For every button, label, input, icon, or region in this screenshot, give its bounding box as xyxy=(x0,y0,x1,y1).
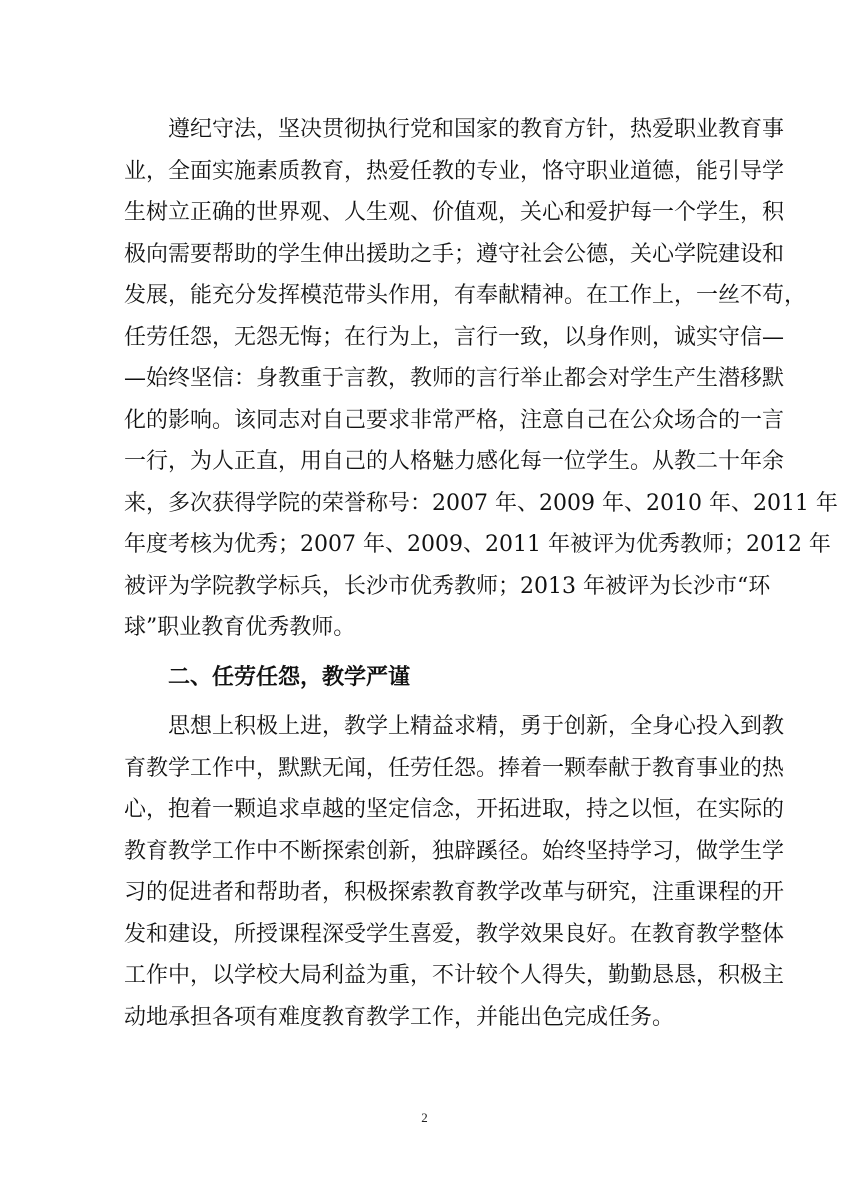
page-number: 2 xyxy=(421,1110,428,1125)
paragraph-1-line: 化的影响。该同志对自己要求非常严格，注意自己在公众场合的一言 xyxy=(124,408,785,433)
paragraph-2-line: 教育教学工作中不断探索创新，独辟蹊径。始终坚持学习，做学生学 xyxy=(124,839,785,864)
paragraph-2-line: 动地承担各项有难度教育教学工作，并能出色完成任务。 xyxy=(124,1005,675,1030)
paragraph-2-line: 发和建设，所授课程深受学生喜爱，教学效果良好。在教育教学整体 xyxy=(124,922,785,947)
paragraph-1-line: 遵纪守法，坚决贯彻执行党和国家的教育方针，热爱职业教育事 xyxy=(168,117,785,142)
paragraph-1-line: 一行，为人正直，用自己的人格魅力感化每一位学生。从教二十年余 xyxy=(124,449,785,474)
paragraph-2-line: 工作中，以学校大局利益为重，不计较个人得失，勤勤恳恳，积极主 xyxy=(124,963,785,988)
paragraph-1-line: 球”职业教育优秀教师。 xyxy=(124,615,356,640)
paragraph-1-line: 来，多次获得学院的荣誉称号：2007 年、2009 年、2010 年、2011 年 xyxy=(124,491,838,516)
paragraph-1-line: —始终坚信：身教重于言教，教师的言行举止都会对学生产生潜移默 xyxy=(124,366,785,391)
paragraph-1-line: 极向需要帮助的学生伸出援助之手；遵守社会公德，关心学院建设和 xyxy=(124,242,785,267)
paragraph-1-line: 业，全面实施素质教育，热爱任教的专业，恪守职业道德，能引导学 xyxy=(124,159,785,184)
paragraph-2-line: 习的促进者和帮助者，积极探索教育教学改革与研究，注重课程的开 xyxy=(124,880,785,905)
paragraph-2-line: 育教学工作中，默默无闻，任劳任怨。捧着一颗奉献于教育事业的热 xyxy=(124,756,785,781)
paragraph-2-line: 心，抱着一颗追求卓越的坚定信念，开拓进取，持之以恒，在实际的 xyxy=(124,797,785,822)
paragraph-1-line: 生树立正确的世界观、人生观、价值观，关心和爱护每一个学生，积 xyxy=(124,200,785,225)
paragraph-1-line: 任劳任怨，无怨无悔；在行为上，言行一致，以身作则，诚实守信— xyxy=(124,325,785,350)
paragraph-1-line: 被评为学院教学标兵，长沙市优秀教师；2013 年被评为长沙市“环 xyxy=(124,574,771,599)
paragraph-2-line: 思想上积极上进，教学上精益求精，勇于创新，全身心投入到教 xyxy=(168,714,785,739)
paragraph-1-line: 发展，能充分发挥模范带头作用，有奉献精神。在工作上，一丝不苟， xyxy=(124,283,807,308)
section-heading: 二、任劳任怨，教学严谨 xyxy=(168,665,411,690)
paragraph-1-line: 年度考核为优秀；2007 年、2009、2011 年被评为优秀教师；2012 年 xyxy=(124,532,831,557)
